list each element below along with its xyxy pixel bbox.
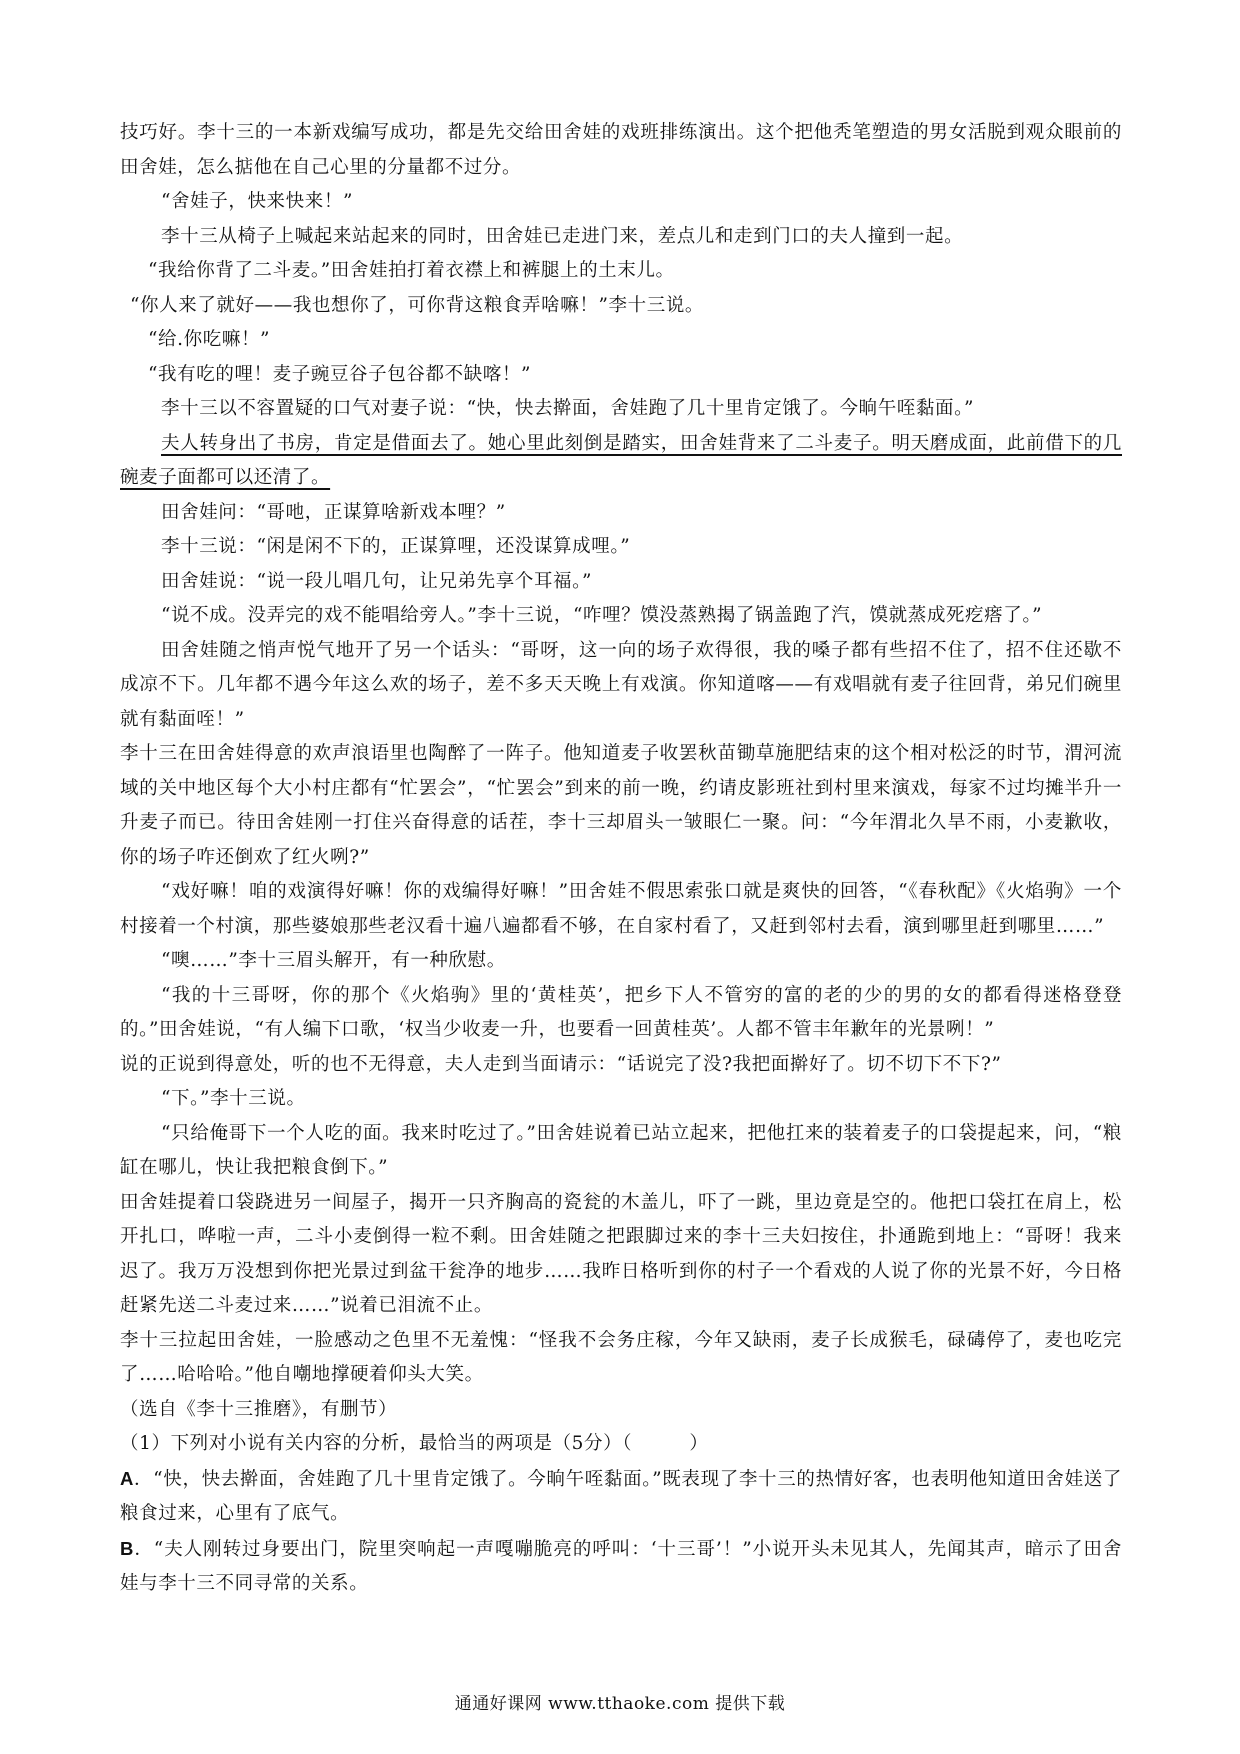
paragraph: 田舍娃说：“说一段儿唱几句，让兄弟先享个耳福。” <box>161 570 593 592</box>
option-text: ．“快，快去擀面，舍娃跑了几十里肯定饿了。今晌午咥黏面。”既表现了李十三的热情好客，也表明他知道田舍娃送了粮食过来，心里有了底气。 <box>120 1468 1122 1524</box>
paragraph: “舍娃子，快来快来！” <box>161 191 354 212</box>
underlined-text: 夫人转身出了书房，肯定是借面去了。她心里此刻倒是踏实，田舍娃背来了二斗麦子。明天磨成面，此前借下的几碗麦子面都可以还清了。 <box>120 432 1122 488</box>
option-text: ．“夫人刚转过身要出门，院里突响起一声嘎嘣脆亮的呼叫：‘十三哥’！”小说开头未见其人，先闻其声，暗示了田舍娃与李十三不同寻常的关系。 <box>120 1538 1122 1594</box>
paragraph: “我给你背了二斗麦。”田舍娃拍打着衣襟上和裤腿上的土末儿。 <box>148 260 675 281</box>
paragraph: 李十三以不容置疑的口气对妻子说：“快，快去擀面，舍娃跑了几十里肯定饿了。今晌午咥黏面。” <box>161 398 975 419</box>
paragraph: “只给俺哥下一个人吃的面。我来时吃过了。”田舍娃说着已站立起来，把他扛来的装着麦子的口袋提起来，问，“粮缸在哪儿，快让我把粮食倒下。” <box>120 1122 1122 1178</box>
paragraph: 李十三从椅子上喊起来站起来的同时，田舍娃已走进门来，差点儿和走到门口的夫人撞到一起。 <box>161 225 964 247</box>
page-footer: 通通好课网 www.tthaoke.com 提供下载 <box>454 1694 786 1714</box>
option-b <box>120 1532 1122 1602</box>
paragraph: 田舍娃问：“哥吔，正谋算啥新戏本哩？” <box>161 501 506 523</box>
paragraph: 田舍娃提着口袋跷进另一间屋子，揭开一只齐胸高的瓷瓮的木盖儿，吓了一跳，里边竟是空的。他把口袋扛在肩上，松开扎口，哗啦一声，二斗小麦倒得一粒不剩。田舍娃随之把跟脚过来的李十三夫妇按住，扑通跪到地上：“哥呀！我来迟了。我万万没想到你把光景过到盆干瓮净的地步……我昨日格听到你的村子一个看戏的人说了你的光景不好，今日格赶紧先送二斗麦过来……”说着已泪流不止。 <box>120 1191 1122 1316</box>
paragraph: “说不成。没弄完的戏不能唱给旁人。”李十三说，“咋哩？馍没蒸熟揭了锅盖跑了汽，馍就蒸成死疙瘩了。” <box>161 605 1043 626</box>
underlined-paragraph <box>120 427 1122 496</box>
paragraph: “下。”李十三说。 <box>161 1088 306 1109</box>
paragraph: 技巧好。李十三的一本新戏编写成功，都是先交给田舍娃的戏班排练演出。这个把他秃笔塑造的男女活脱到观众眼前的田舍娃，怎么掂他在自己心里的分量都不过分。 <box>120 122 1122 178</box>
paragraph: “我的十三哥呀，你的那个《火焰驹》里的‘黄桂英’，把乡下人不管穷的富的老的少的男的女的都看得迷格登登的。”田舍娃说，“有人编下口歌，‘权当少收麦一升，也要看一回黄桂英’。人都不管丰年歉年的光景咧！” <box>120 984 1122 1040</box>
source-note: （选自《李十三推磨》，有删节） <box>120 1398 398 1420</box>
paragraph: “噢……”李十三眉头解开，有一种欣慰。 <box>161 950 506 971</box>
paragraph: 田舍娃随之悄声悦气地开了另一个话头：“哥呀，这一向的场子欢得很，我的嗓子都有些招不住了，招不住还歇不成凉不下。几年都不遇今年这么欢的场子，差不多天天晚上有戏演。你知道喀——有戏唱就有麦子往回背，弟兄们碗里就有黏面咥！” <box>120 639 1122 730</box>
option-a <box>120 1462 1122 1532</box>
option-letter: A <box>120 1467 134 1489</box>
paragraph: 李十三在田舍娃得意的欢声浪语里也陶醉了一阵子。他知道麦子收罢秋苗锄草施肥结束的这个相对松泛的时节，渭河流域的关中地区每个大小村庄都有“忙罢会”，“忙罢会”到来的前一晚，约请皮影班社到村里来演戏，每家不过均摊半升一升麦子而已。待田舍娃刚一打住兴奋得意的话茬，李十三却眉头一皱眼仁一聚。问：“今年渭北久旱不雨，小麦歉收，你的场子咋还倒欢了红火咧?” <box>120 743 1122 868</box>
paragraph: 李十三说：“闲是闲不下的，正谋算哩，还没谋算成哩。” <box>161 536 631 557</box>
question-stem: （1）下列对小说有关内容的分析，最恰当的两项是（5分）（ ） <box>120 1433 709 1454</box>
paragraph: “你人来了就好——我也想你了，可你背这粮食弄啥嘛！”李十三说。 <box>130 294 705 316</box>
document-body <box>120 116 1122 1602</box>
option-letter: B <box>120 1537 134 1559</box>
paragraph: 说的正说到得意处，听的也不无得意，夫人走到当面请示：“话说完了没?我把面擀好了。切不切下不下?” <box>120 1053 1002 1075</box>
paragraph: “戏好嘛！咱的戏演得好嘛！你的戏编得好嘛！”田舍娃不假思索张口就是爽快的回答，“《春秋配》《火焰驹》一个村接着一个村演，那些婆娘那些老汉看十遍八遍都看不够，在自家村看了，又赶到邻村去看，演到哪里赶到哪里……” <box>120 881 1122 937</box>
paragraph: 李十三拉起田舍娃，一脸感动之色里不无羞愧：“怪我不会务庄稼，今年又缺雨，麦子长成猴毛，碌碡停了，麦也吃完了……哈哈哈。”他自嘲地撑硬着仰头大笑。 <box>120 1329 1122 1385</box>
paragraph: “给.你吃嘛！” <box>148 329 271 350</box>
paragraph: “我有吃的哩！麦子豌豆谷子包谷都不缺喀！” <box>148 363 532 385</box>
